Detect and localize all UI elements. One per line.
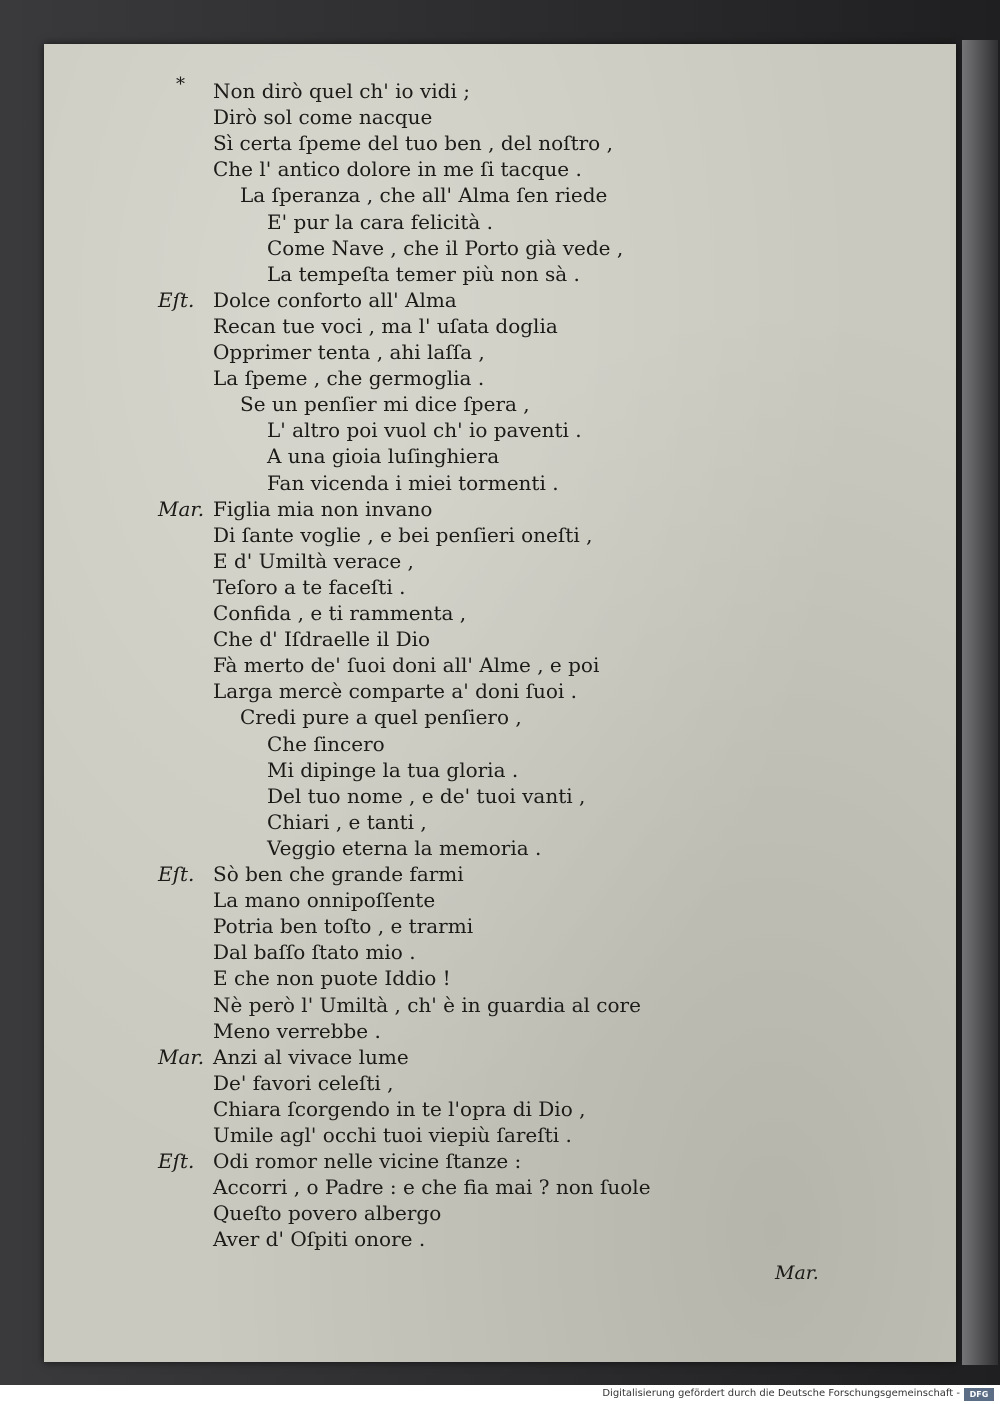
verse-line: Dal baſſo ſtato mio . [213, 940, 416, 965]
speaker-label: Mar. [158, 496, 205, 521]
verse-line: Come Nave , che il Porto già vede , [267, 235, 624, 260]
verse-line: Nè però l' Umiltà , ch' è in guardia al core [213, 992, 641, 1017]
verse-line: Che ſincero [267, 731, 385, 756]
verse-line: Larga mercè comparte a' doni ſuoi . [213, 679, 578, 704]
verse-line: Aver d' Oſpiti onore . [213, 1227, 426, 1252]
verse-line: Fan vicenda i miei tormenti . [267, 470, 559, 495]
verse-line: A una gioia luſinghiera [267, 444, 500, 469]
verse-line: Figlia mia non invano [213, 496, 433, 521]
verse-line: Recan tue voci , ma l' uſata doglia [213, 313, 558, 338]
speaker-label: Eſt. [158, 1149, 195, 1174]
verse-line: Fà merto de' ſuoi doni all' Alme , e poi [213, 653, 600, 678]
verse-line: Di ſante voglie , e bei penſieri oneſti , [213, 522, 593, 547]
verse-line: Se un penſier mi dice ſpera , [240, 392, 530, 417]
verse-line: Chiara ſcorgendo in te l'opra di Dio , [213, 1096, 586, 1121]
verse-line: De' favori celeſti , [213, 1070, 394, 1095]
verse-line: E' pur la cara felicità . [267, 209, 494, 234]
dfg-logo: DFG [964, 1388, 994, 1401]
verse-line: Dirò sol come nacque [213, 105, 433, 130]
verse-line: Dolce conforto all' Alma [213, 287, 457, 312]
verse-line: Queſto povero albergo [213, 1201, 442, 1226]
verse-line: Teſoro a te faceſti . [213, 574, 406, 599]
verse-line: Chiari , e tanti , [267, 809, 427, 834]
verse-line: Umile agl' occhi tuoi viepiù ſareſti . [213, 1123, 572, 1147]
verse-line: Opprimer tenta , ahi laſſa , [213, 340, 485, 364]
verse-line: Del tuo nome , e de' tuoi vanti , [267, 783, 586, 808]
verse-line: Odi romor nelle vicine ſtanze : [213, 1149, 522, 1174]
verse-line: Veggio eterna la memoria . [267, 835, 542, 860]
verse-line: Accorri , o Padre : e che fia mai ? non ſuole [213, 1175, 651, 1200]
footer-bar [0, 1385, 1000, 1404]
verse-line: Anzi al vivace lume [213, 1044, 409, 1069]
verse-line: La ſperanza , che all' Alma ſen riede [240, 183, 608, 208]
speaker-label: Eſt. [158, 862, 195, 886]
verse-line: Non dirò quel ch' io vidi ; [213, 79, 470, 103]
speaker-label: Eſt. [158, 287, 195, 312]
verse-line: La mano onnipoſſente [213, 888, 436, 913]
verse-line: La tempeſta temer più non sà . [267, 261, 580, 286]
verse-line: Meno verrebbe . [213, 1018, 381, 1043]
catchword: Mar. [775, 1262, 819, 1284]
verse-line: E che non puote Iddio ! [213, 966, 451, 991]
speaker-label: Mar. [158, 1044, 205, 1069]
verse-line: La ſpeme , che germoglia . [213, 366, 485, 391]
funding-notice: Digitalisierung gefördert durch die Deutsche Forschungsgemeinschaft - [602, 1388, 960, 1399]
verse-line: Mi dipinge la tua gloria . [267, 757, 519, 782]
verse-line: Sì certa ſpeme del tuo ben , del noſtro , [213, 131, 613, 156]
verse-line: Potria ben toſto , e trarmi [213, 914, 474, 939]
verse-line: Confida , e ti rammenta , [213, 601, 467, 625]
verse-line: Che d' Iſdraelle il Dio [213, 627, 431, 652]
verse-line: E d' Umiltà verace , [213, 548, 414, 573]
signature-mark: * [176, 74, 185, 95]
verse-line: Che l' antico dolore in me ſi tacque . [213, 157, 582, 182]
verse-line: Sò ben che grande farmi [213, 862, 464, 886]
verse-line: Credi pure a quel penſiero , [240, 705, 522, 730]
verse-line: L' altro poi vuol ch' io paventi . [267, 418, 582, 443]
